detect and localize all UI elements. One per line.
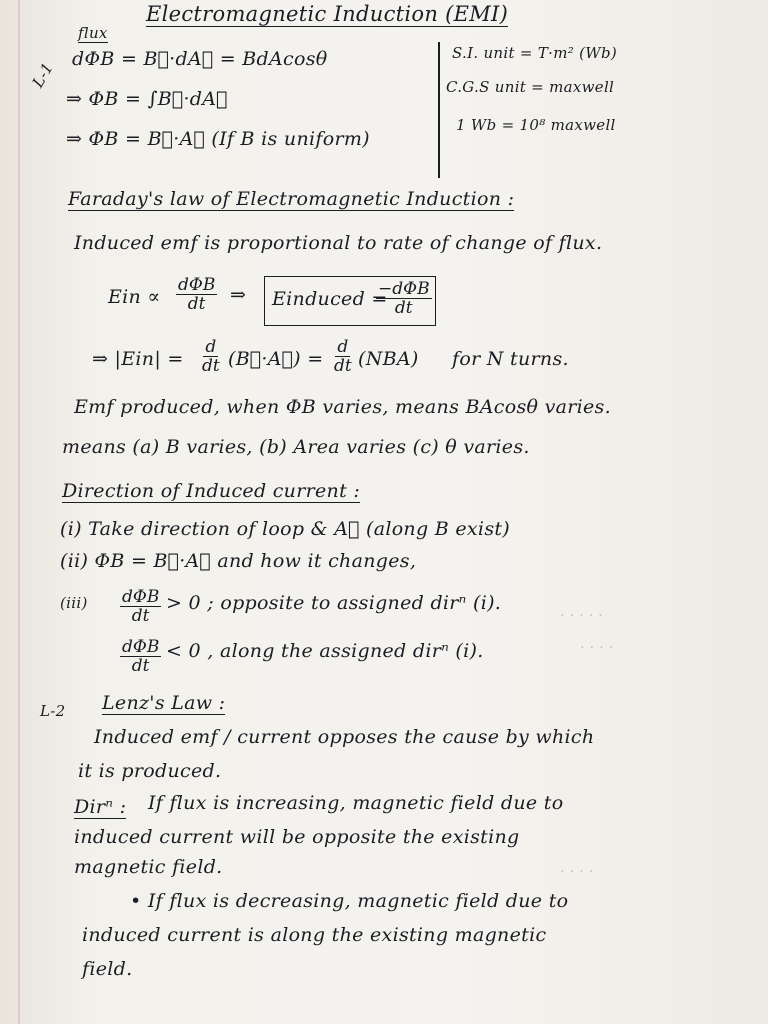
fraction-denominator: dt: [187, 294, 206, 314]
side-mark-l1: L-1: [28, 59, 57, 91]
side-mark-l2: L-2: [40, 702, 66, 720]
flux-equation-integral: ⇒ ΦB = ∫B⃗·dA⃗: [66, 88, 228, 110]
direction-label: Dirⁿ :: [74, 796, 127, 818]
fraction-numerator: dΦB: [122, 637, 160, 657]
flux-rate-fraction: [176, 276, 217, 313]
bleed-through-mark: · · · ·: [580, 638, 614, 656]
faraday-heading: Faraday's law of Electromagnetic Induction :: [68, 188, 515, 210]
direction-positive-rate: > 0 ; opposite to assigned dirⁿ (i).: [166, 592, 502, 614]
margin-line: [18, 0, 20, 1024]
flux-equation-uniform: ⇒ ΦB = B⃗·A⃗ (If B is uniform): [66, 128, 370, 150]
flux-rate-fraction: [120, 638, 161, 675]
si-unit: S.I. unit = T·m² (Wb): [452, 44, 618, 62]
direction-item: (ii) ΦB = B⃗·A⃗ and how it changes,: [60, 550, 417, 572]
column-divider: [438, 42, 440, 178]
faraday-statement: Induced emf is proportional to rate of change of flux.: [74, 232, 603, 254]
n-turns-note: for N turns.: [452, 348, 569, 370]
derivative-fraction: [202, 338, 220, 375]
direction-item: (i) Take direction of loop & A⃗ (along B exist): [60, 518, 511, 540]
fraction-numerator: dΦB: [178, 275, 216, 295]
fraction-numerator: −dΦB: [378, 279, 430, 299]
fraction-numerator: d: [337, 337, 349, 357]
direction-negative-rate: < 0 , along the assigned dirⁿ (i).: [166, 640, 484, 662]
implies-arrow: ⇒: [230, 284, 247, 306]
fraction-denominator: dt: [131, 606, 150, 626]
proportional-lhs: Ein ∝: [108, 286, 161, 308]
decreasing-flux-line: field.: [82, 958, 133, 980]
bleed-through-mark: · · · · ·: [560, 606, 603, 624]
derivative-fraction-2: [334, 338, 352, 375]
magnitude-middle: (B⃗·A⃗) =: [228, 348, 324, 370]
lenz-heading: Lenz's Law :: [102, 692, 226, 714]
lenz-statement: Induced emf / current opposes the cause by which: [94, 726, 595, 748]
fraction-denominator: dt: [202, 356, 220, 376]
flux-rate-fraction: [120, 588, 161, 625]
decreasing-flux-line: induced current is along the existing magnetic: [82, 924, 547, 946]
increasing-flux-line: magnetic field.: [74, 856, 223, 878]
fraction-denominator: dt: [394, 298, 413, 318]
flux-equation-differential: dΦB = B⃗·dA⃗ = BdAcosθ: [72, 48, 328, 70]
fraction-numerator: d: [205, 337, 217, 357]
boxed-equation-lhs: Einduced =: [272, 288, 388, 310]
unit-conversion: 1 Wb = 10⁸ maxwell: [456, 116, 616, 134]
cgs-unit: C.G.S unit = maxwell: [446, 78, 615, 96]
bleed-through-mark: · · · ·: [560, 862, 594, 880]
fraction-denominator: dt: [131, 656, 150, 676]
fraction-denominator: dt: [334, 356, 352, 376]
emf-produced-line: Emf produced, when ΦB varies, means BAcosθ varies.: [74, 396, 611, 418]
lenz-statement-continued: it is produced.: [78, 760, 222, 782]
magnitude-lead: ⇒ |Ein| =: [92, 348, 184, 370]
increasing-flux-line: induced current will be opposite the existing: [74, 826, 520, 848]
flux-label: flux: [78, 24, 108, 42]
increasing-flux-line: If flux is increasing, magnetic field due to: [148, 792, 564, 814]
page-title: Electromagnetic Induction (EMI): [146, 2, 509, 26]
decreasing-flux-line: • If flux is decreasing, magnetic field due to: [130, 890, 569, 912]
direction-heading: Direction of Induced current :: [62, 480, 361, 502]
negative-flux-rate-fraction: [376, 280, 432, 317]
magnitude-tail: (NBA): [358, 348, 419, 370]
emf-cases-line: means (a) B varies, (b) Area varies (c) θ varies.: [62, 436, 530, 458]
direction-item-iii-mark: (iii): [60, 594, 88, 612]
fraction-numerator: dΦB: [122, 587, 160, 607]
